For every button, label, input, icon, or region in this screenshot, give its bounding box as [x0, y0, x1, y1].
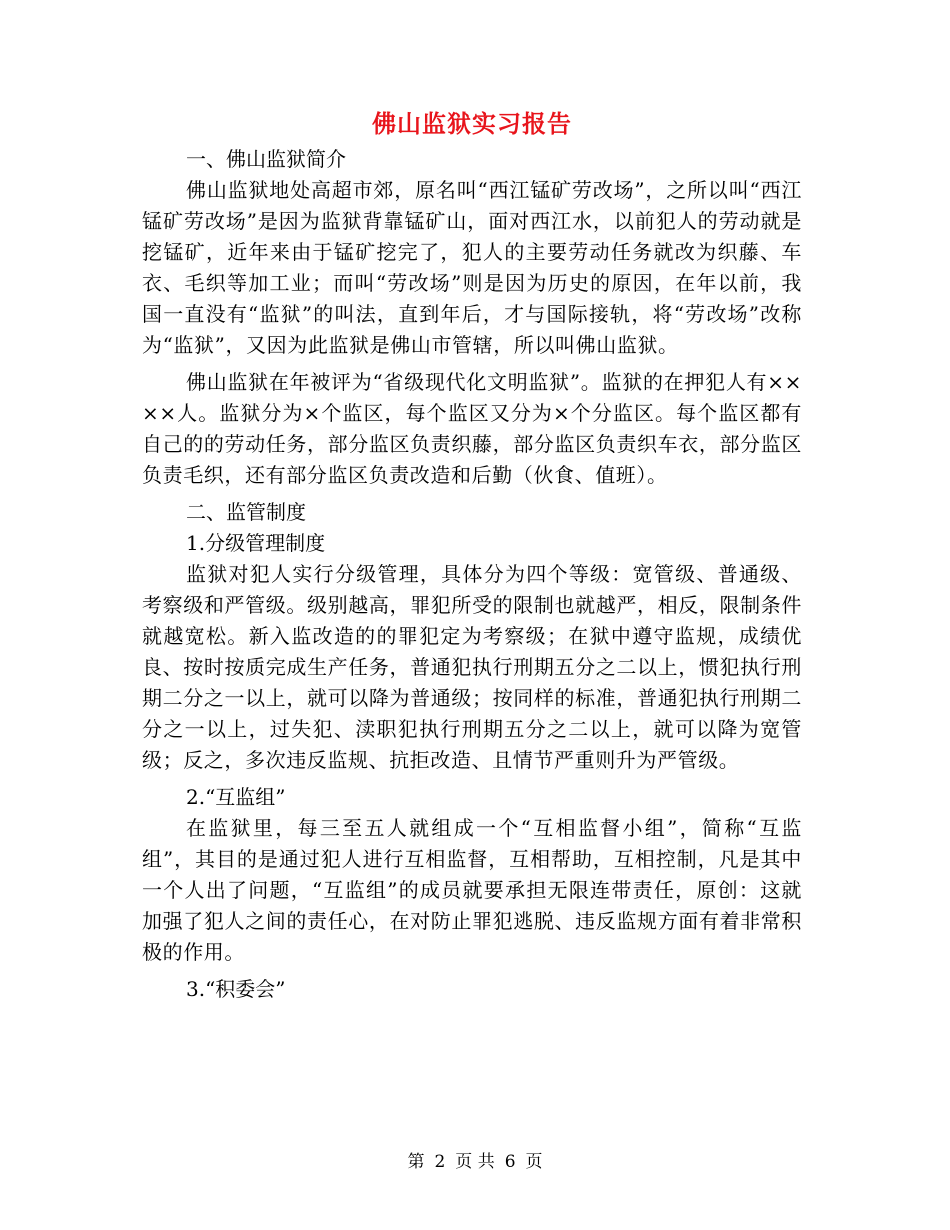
subsection-heading-grading: 1.分级管理制度	[186, 531, 326, 555]
paragraph-intro-structure: 佛山监狱在年被评为“省级现代化文明监狱”。监狱的在押犯人有××××人。监狱分为×个监区，每个监区又分为×个分监区。每个监区都有自己的的劳动任务，部分监区负责织藤，部分监区负责织车衣，部分监区负责毛织，还有部分监区负责改造和后勤（伙食、值班）。	[142, 370, 802, 487]
footer-prefix: 第	[407, 1152, 425, 1172]
paragraph-intro-history: 佛山监狱地处高超市郊，原名叫“西江锰矿劳改场”，之所以叫“西江锰矿劳改场”是因为监狱背靠锰矿山，面对西江水，以前犯人的劳动就是挖锰矿，近年来由于锰矿挖完了，犯人的主要劳动任务就改为织藤、车衣、毛织等加工业；而叫“劳改场”则是因为历史的原因，在年以前，我国一直没有“监狱”的叫法，直到年后，才与国际接轨，将“劳改场”改称为“监狱”，又因为此监狱是佛山市管辖，所以叫佛山监狱。	[142, 178, 802, 357]
page-footer	[0, 1150, 950, 1174]
section-heading-supervision: 二、监管制度	[186, 500, 306, 524]
paragraph-grading-system: 监狱对犯人实行分级管理，具体分为四个等级：宽管级、普通级、考察级和严管级。级别越高，罪犯所受的限制也就越严，相反，限制条件就越宽松。新入监改造的的罪犯定为考察级；在狱中遵守监规，成绩优良、按时按质完成生产任务，普通犯执行刑期五分之二以上，惯犯执行刑期二分之一以上，就可以降为普通级；按同样的标准，普通犯执行刑期二分之一以上，过失犯、渎职犯执行刑期五分之二以上，就可以降为宽管级；反之，多次违反监规、抗拒改造、且情节严重则升为严管级。	[142, 562, 802, 772]
document-title: 佛山监狱实习报告	[372, 109, 572, 138]
section-heading-intro: 一、佛山监狱简介	[186, 147, 346, 171]
document-page	[142, 108, 802, 1005]
subsection-heading-mutual-supervision: 2.“互监组”	[186, 785, 286, 809]
footer-total-pages: 6	[504, 1152, 516, 1172]
footer-middle: 页 共	[455, 1152, 495, 1172]
paragraph-mutual-supervision: 在监狱里，每三至五人就组成一个“互相监督小组”，简称“互监组”，其目的是通过犯人进行互相监督，互相帮助，互相控制，凡是其中一个人出了问题，“互监组”的成员就要承担无限连带责任，原创：这就加强了犯人之间的责任心，在对防止罪犯逃脱、违反监规方面有着非常积极的作用。	[142, 816, 802, 964]
subsection-heading-committee: 3.“积委会”	[186, 977, 286, 1001]
footer-suffix: 页	[525, 1152, 543, 1172]
footer-page-number: 2	[434, 1152, 446, 1172]
